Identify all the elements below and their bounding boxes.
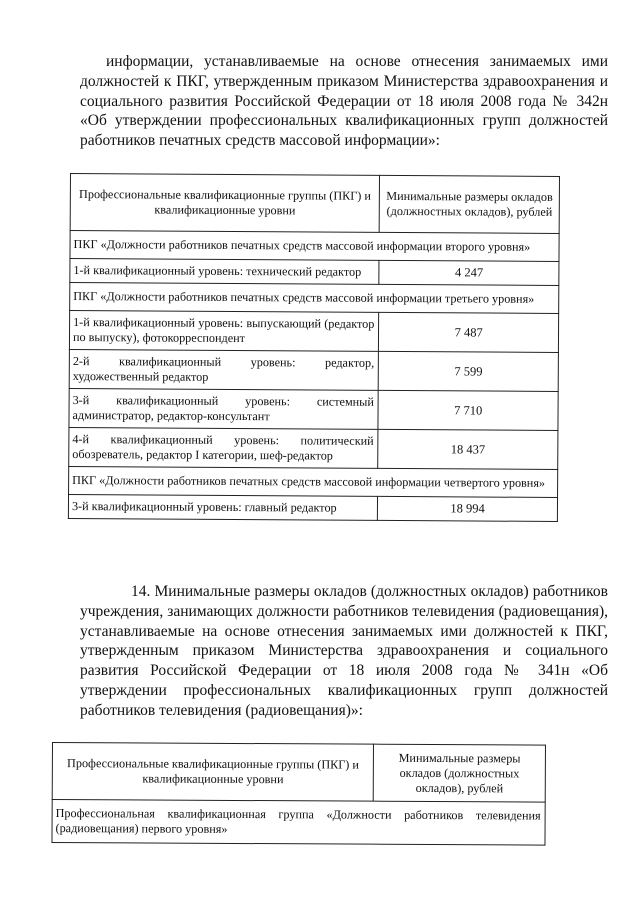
table-header-salary: Минимальные размеры окладов (должностных окладов), рублей: [379, 175, 559, 233]
level-cell: 4-й квалификационный уровень: политический обозреватель, редактор I категории, шеф-редактор: [69, 427, 379, 468]
level-cell: 1-й квалификационный уровень: выпускающий (редактор по выпуску), фотокорреспондент: [69, 311, 379, 352]
salary-table-print-media: [68, 173, 560, 522]
level-cell: 3-й квалификационный уровень: главный редактор: [68, 494, 377, 520]
table-row: [69, 311, 558, 353]
table-row: [70, 259, 559, 286]
salary-cell: 18 437: [378, 429, 558, 469]
salary-table-television: [51, 742, 546, 846]
group-row: [69, 466, 558, 497]
salary-cell: 7 710: [378, 390, 558, 430]
group-row: [52, 800, 545, 846]
level-cell: 1-й квалификационный уровень: технический редактор: [70, 259, 379, 285]
group-title-level3: ПКГ «Должности работников печатных средств массовой информации третьего уровня»: [70, 283, 559, 314]
group-title-level2: ПКГ «Должности работников печатных средств массовой информации второго уровня»: [70, 231, 559, 262]
salary-cell: 4 247: [379, 260, 559, 285]
table-header-groups: Профессиональные квалификационные группы (ПКГ) и квалификационные уровни: [70, 174, 380, 233]
table-row: [69, 427, 558, 469]
group-row: [70, 283, 559, 314]
table-header-row: [52, 743, 545, 803]
level-cell: 3-й квалификационный уровень: системный администратор, редактор-консультант: [69, 388, 379, 429]
intro-paragraph: информации, устанавливаемые на основе отнесения занимаемых ими должностей к ПКГ, утвержденным приказом Министерства здравоохранения и социального развития Российской Федерации от 18 июля 2008 года № 342н «Об утверждении профессиональных квалификационных групп должностей работников печатных средств массовой информации»:: [80, 53, 608, 150]
table-header-row: [70, 174, 559, 234]
table-row: [68, 494, 557, 521]
group-title-level1: Профессиональная квалификационная группа «Должности работников телевидения (радиовещания) первого уровня»: [52, 800, 545, 846]
section-14-paragraph: 14. Минимальные размеры окладов (должностных окладов) работников учреждения, занимающих должности работников телевидения (радиовещания), устанавливаемые на основе отнесения занимаемых ими должностей к ПКГ, утвержденным приказом Министерства здравоохранения и социального развития Российской Федерации от 18 июля 2008 года № 341н «Об утверждении профессиональных квалификационных групп должностей работников телевидения (радиовещания)»:: [80, 583, 608, 719]
table-header-salary: Минимальные размеры окладов (должностных окладов), рублей: [373, 744, 545, 802]
salary-cell: 7 487: [379, 312, 559, 352]
level-cell: 2-й квалификационный уровень: редактор, художественный редактор: [69, 349, 379, 390]
group-row: [70, 231, 559, 262]
group-title-level4: ПКГ «Должности работников печатных средств массовой информации четвертого уровня»: [69, 466, 558, 497]
salary-cell: 18 994: [378, 496, 558, 521]
table-header-groups: Профессиональные квалификационные группы (ПКГ) и квалификационные уровни: [52, 743, 374, 802]
table-row: [69, 349, 558, 391]
salary-cell: 7 599: [378, 351, 558, 391]
table-row: [69, 388, 558, 430]
